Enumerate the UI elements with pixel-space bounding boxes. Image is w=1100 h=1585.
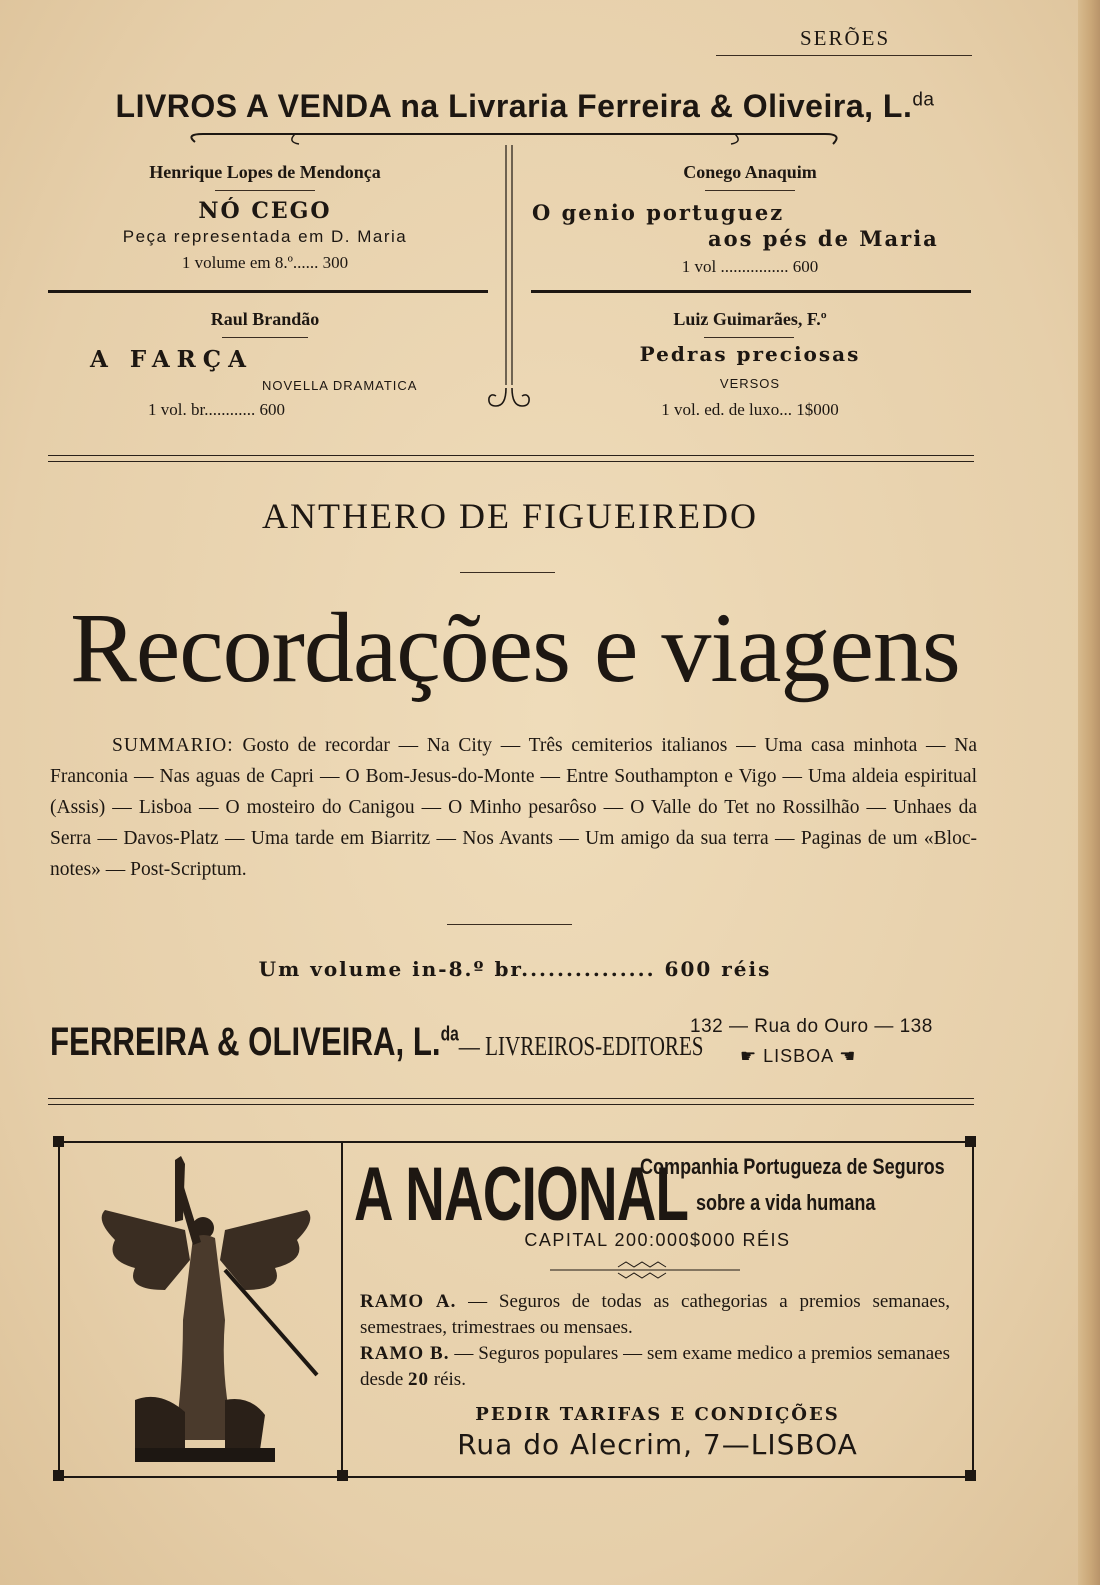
books-title-text: LIVROS A VENDA na Livraria Ferreira & Oliveira, L. (115, 88, 913, 124)
ad-author: ANTHERO DE FIGUEIREDO (262, 496, 758, 536)
book-main-title: Recordações e viagens (70, 592, 960, 703)
book-subtitle: Peça representada em D. Maria (122, 227, 408, 246)
running-head-rule (716, 55, 972, 56)
book-title-line2: aos pés de Maria (708, 226, 939, 251)
book-author: Henrique Lopes de Mendonça (149, 162, 381, 182)
wave-ornament (550, 1259, 740, 1281)
branch-b-description (360, 1341, 950, 1393)
frame-corner (53, 1470, 64, 1481)
book-price: 1 vol. br............ 600 (148, 400, 285, 419)
volume-price-line: Um volume in-8.º br............... 600 réis (258, 957, 772, 981)
book-subtitle: VERSOS (719, 376, 781, 391)
book-author: Conego Anaquim (683, 162, 817, 182)
pointing-hand-icon: ☛ (740, 1046, 764, 1066)
book-author: Luiz Guimarães, F.º (673, 309, 827, 329)
branch-b-text: — Seguros populares — sem exame medico a premios semanaes desde (360, 1343, 951, 1390)
book-author: Raul Brandão (210, 309, 320, 329)
branch-b-amount: 20 (408, 1369, 430, 1390)
short-rule (704, 337, 794, 338)
pointing-hand-icon: ☚ (833, 1046, 857, 1066)
double-rule (48, 1098, 974, 1105)
books-title-sup: da (912, 89, 935, 111)
frame-corner (53, 1136, 64, 1147)
books-for-sale-title (60, 88, 990, 125)
branch-a-text: — Seguros de todas as cathegorias a premios semanaes, semestraes, trimestraes ou mensaes. (360, 1291, 951, 1338)
book-price: 1 volume em 8.º...... 300 (181, 253, 349, 272)
divider-scroll-ornament (484, 384, 534, 414)
book-subtitle: NOVELLA DRAMATICA (262, 378, 418, 393)
branch-a-description (360, 1289, 950, 1341)
publisher-name (50, 1020, 704, 1065)
request-rates-line: PEDIR TARIFAS E CONDIÇÕES (475, 1404, 840, 1425)
column-divider (503, 145, 515, 410)
double-rule (48, 455, 974, 462)
book-title: A FARÇA (90, 346, 253, 373)
frame-corner (965, 1470, 976, 1481)
company-description-line1: Companhia Portugueza de Seguros (640, 1154, 945, 1179)
frame-corner (337, 1470, 348, 1481)
publisher-sup: da (440, 1023, 459, 1046)
book-title: NÓ CEGO (198, 198, 332, 224)
publisher-address: 132 — Rua do Ouro — 138 (690, 1016, 933, 1037)
publisher-city (740, 1046, 856, 1067)
book-price: 1 vol. ed. de luxo... 1$000 (661, 400, 839, 419)
short-rule (222, 337, 308, 338)
section-rule (48, 290, 488, 293)
company-description-line2: sobre a vida humana (696, 1190, 876, 1215)
scroll-ornament-top (175, 128, 855, 152)
publisher-text: FERREIRA & OLIVEIRA, L. (50, 1020, 441, 1064)
section-rule (531, 290, 971, 293)
book-title-line1: O genio portuguez (532, 200, 785, 225)
winged-victory-statue-illustration (75, 1150, 335, 1468)
company-capital: CAPITAL 200:000$000 RÉIS (524, 1230, 791, 1250)
branch-b-label: RAMO B. (360, 1343, 450, 1364)
branch-b-unit: réis. (433, 1369, 466, 1390)
short-rule (447, 924, 572, 925)
running-head: SERÕES (800, 26, 891, 50)
short-rule (215, 190, 315, 191)
short-rule (705, 190, 795, 191)
book-price: 1 vol ................ 600 (681, 257, 819, 276)
book-title: Pedras preciosas (639, 342, 861, 366)
book-summary (50, 730, 977, 885)
summary-text: Gosto de recordar — Na City — Três cemiterios italianos — Uma casa minhota — Na Franconia — Nas aguas de Capri — O Bom-Jesus-do-Monte — Entre Southampton e Vigo — Uma aldeia espiritual (Assis) — Lisboa — O mosteiro do Canigou — O Minho pesarôso — O Valle do Tet no Rossilhão — Unhaes da Serra — Davos-Platz — Uma tarde em Biarritz — Nos Avants — Um amigo da sua terra — Paginas de um «Bloc-notes» — Post-Scriptum. (50, 735, 978, 880)
insurance-ad-divider (341, 1141, 343, 1477)
summary-lead: SUMMARIO: (112, 735, 234, 756)
city-text: LISBOA (763, 1046, 834, 1066)
page-spine-shadow (1078, 0, 1100, 1585)
insurance-company-name: A NACIONAL (354, 1152, 689, 1237)
branch-a-label: RAMO A. (360, 1291, 457, 1312)
publisher-role: — LIVREIROS-EDITORES (458, 1031, 704, 1061)
insurance-address: Rua do Alecrim, 7—LISBOA (457, 1428, 858, 1461)
frame-corner (965, 1136, 976, 1147)
short-rule (460, 572, 555, 573)
